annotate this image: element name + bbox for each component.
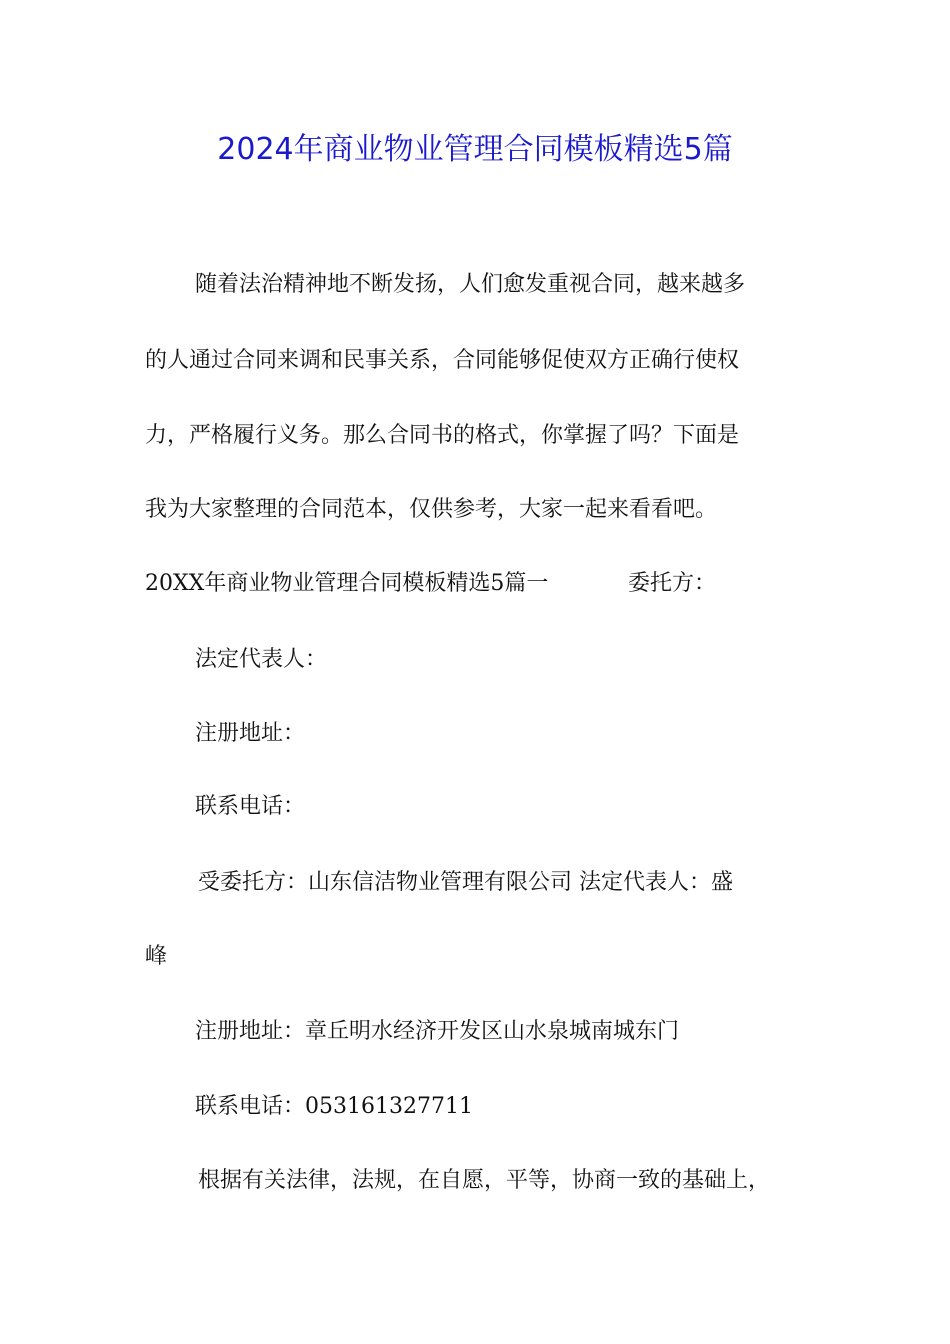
client-address: 注册地址： — [195, 721, 306, 746]
document-title: 2024年商业物业管理合同模板精选5篇 — [217, 132, 733, 167]
intro-line-4: 我为大家整理的合同范本，仅供参考，大家一起来看看吧。 — [145, 497, 718, 522]
client-phone: 联系电话： — [195, 794, 306, 819]
intro-line-1: 随着法治精神地不断发扬，人们愈发重视合同，越来越多 — [195, 272, 746, 297]
client-party-label: 委托方： — [628, 571, 717, 596]
contractor-line-2: 峰 — [145, 944, 168, 969]
contractor-address: 注册地址：章丘明水经济开发区山水泉城南城东门 — [195, 1019, 680, 1044]
client-legal-rep: 法定代表人： — [195, 647, 328, 672]
intro-line-3: 力，严格履行义务。那么合同书的格式，你掌握了吗？下面是 — [145, 423, 740, 448]
closing-paragraph: 根据有关法律，法规，在自愿，平等，协商一致的基础上， — [198, 1168, 771, 1193]
contractor-line-1: 受委托方：山东信洁物业管理有限公司 法定代表人：盛 — [198, 870, 733, 895]
intro-line-2: 的人通过合同来调和民事关系，合同能够促使双方正确行使权 — [145, 348, 740, 373]
contractor-phone: 联系电话：053161327711 — [195, 1094, 473, 1119]
section-heading: 20XX年商业物业管理合同模板精选5篇一 — [145, 571, 549, 596]
